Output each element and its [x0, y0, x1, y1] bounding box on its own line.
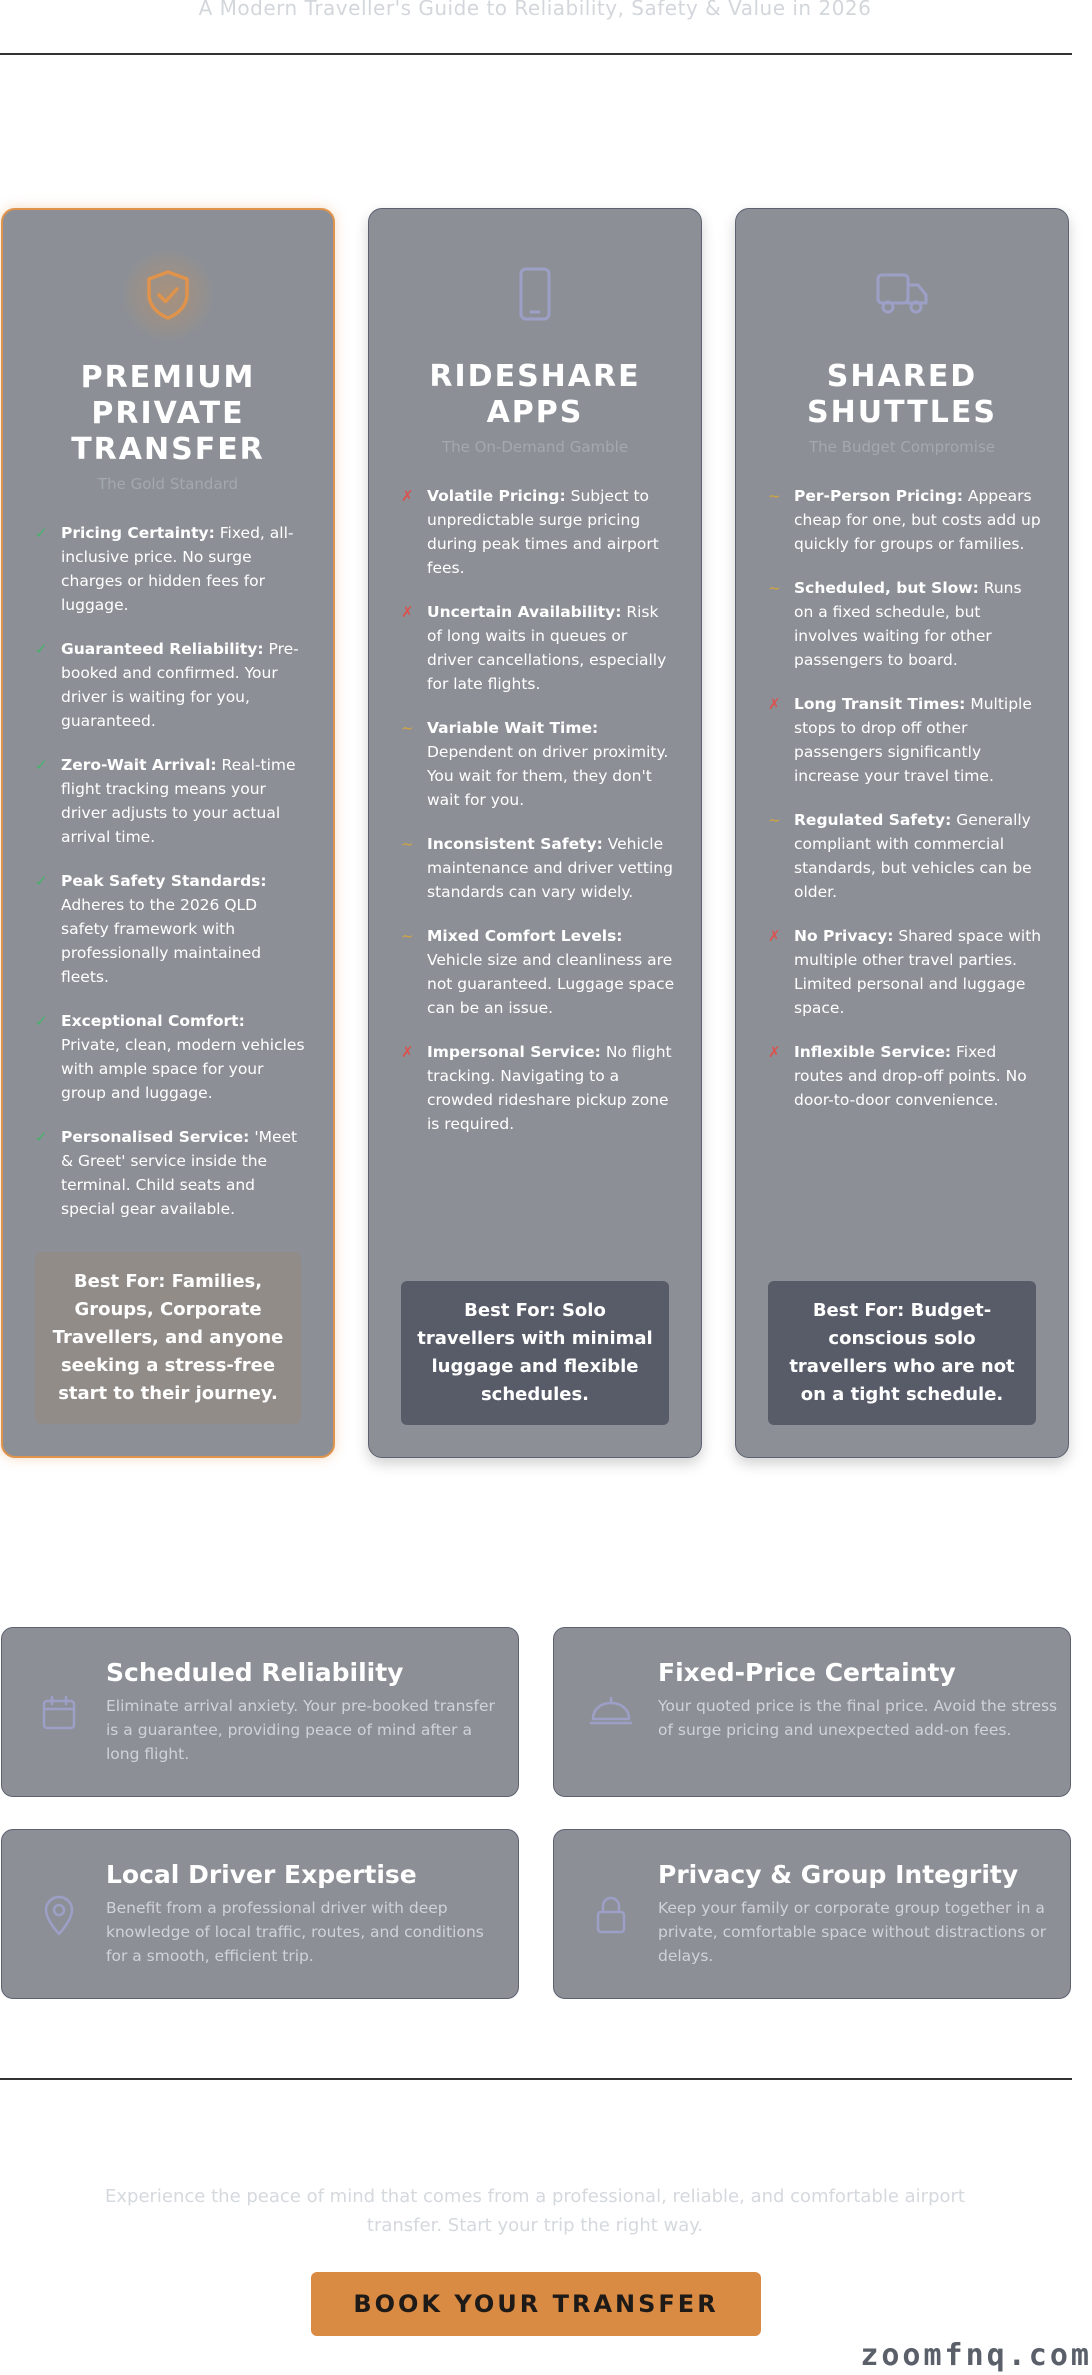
comparison-card-premium: [1, 208, 335, 1458]
feature-label: Mixed Comfort Levels:: [427, 927, 623, 945]
check-icon: ✓: [35, 640, 48, 658]
feature-item: [768, 808, 1042, 904]
feature-item: [401, 716, 675, 812]
best-for-box: Best For: Families, Groups, Corporate Travellers, and anyone seeking a stress-free start to their journey.: [35, 1252, 301, 1424]
feature-label: Pricing Certainty:: [61, 524, 215, 542]
cross-icon: ✗: [401, 487, 414, 505]
tilde-icon: ~: [401, 719, 414, 737]
benefit-description: Eliminate arrival anxiety. Your pre-booked transfer is a guarantee, providing peace of mind after a long flight.: [106, 1697, 495, 1763]
smartphone-icon: [490, 249, 580, 339]
feature-text: Risk of long waits in queues or driver cancellations, especially for late flights.: [427, 603, 667, 693]
check-icon: ✓: [35, 872, 48, 890]
benefit-title: Local Driver Expertise: [106, 1860, 417, 1889]
feature-item: [768, 1040, 1042, 1112]
card-subtitle: The Gold Standard: [97, 475, 239, 493]
benefit-card-reliability: [1, 1627, 519, 1797]
feature-text: Pre-booked and confirmed. Your driver is waiting for you, guaranteed.: [61, 640, 299, 730]
map-pin-icon: [32, 1888, 86, 1942]
feature-label: Peak Safety Standards:: [61, 872, 267, 890]
feature-text: 'Meet & Greet' service inside the terminal. Child seats and special gear available.: [61, 1128, 298, 1218]
card-title: PREMIUM PRIVATE TRANSFER: [71, 360, 265, 467]
feature-label: Impersonal Service:: [427, 1043, 601, 1061]
benefit-title: Fixed-Price Certainty: [658, 1658, 956, 1687]
benefit-card-fixed-price: [553, 1627, 1071, 1797]
feature-text: Vehicle size and cleanliness are not guaranteed. Luggage space can be an issue.: [427, 951, 675, 1017]
feature-label: Zero-Wait Arrival:: [61, 756, 217, 774]
best-for-box: Best For: Budget-conscious solo travellers who are not on a tight schedule.: [768, 1281, 1036, 1425]
feature-item: [768, 924, 1042, 1020]
feature-label: Long Transit Times:: [794, 695, 966, 713]
feature-item: [401, 1040, 675, 1136]
feature-label: Uncertain Availability:: [427, 603, 622, 621]
closing-text: Experience the peace of mind that comes from a professional, reliable, and comfortable airport transfer. Start your trip the right way.: [105, 2186, 965, 2236]
benefit-title: Scheduled Reliability: [106, 1658, 404, 1687]
feature-text: Subject to unpredictable surge pricing during peak times and airport fees.: [427, 487, 659, 577]
feature-label: Scheduled, but Slow:: [794, 579, 979, 597]
benefit-card-privacy: [553, 1829, 1071, 1999]
feature-text: Fixed, all-inclusive price. No surge charges or hidden fees for luggage.: [61, 524, 294, 614]
feature-item: [35, 869, 307, 989]
benefit-description: Benefit from a professional driver with deep knowledge of local traffic, routes, and conditions for a smooth, efficient trip.: [106, 1899, 484, 1965]
bottom-divider: [0, 2078, 1072, 2080]
cross-icon: ✗: [401, 1043, 414, 1061]
feature-item: [35, 1009, 307, 1105]
feature-text: Fixed routes and drop-off points. No door-to-door convenience.: [794, 1043, 1027, 1109]
card-subtitle: The Budget Compromise: [808, 438, 995, 456]
tilde-icon: ~: [401, 927, 414, 945]
check-icon: ✓: [35, 756, 48, 774]
feature-text: Vehicle maintenance and driver vetting standards can vary widely.: [427, 835, 673, 901]
comparison-card-shuttle: [735, 208, 1069, 1458]
top-divider: [0, 53, 1072, 55]
tilde-icon: ~: [768, 487, 781, 505]
comparison-card-rideshare: [368, 208, 702, 1458]
benefit-description: Your quoted price is the final price. Avoid the stress of surge pricing and unexpected add-on fees.: [658, 1697, 1058, 1739]
tilde-icon: ~: [401, 835, 414, 853]
feature-label: Inflexible Service:: [794, 1043, 952, 1061]
feature-label: Per-Person Pricing:: [794, 487, 963, 505]
card-subtitle: The On-Demand Gamble: [441, 438, 629, 456]
benefit-card-local-driver: [1, 1829, 519, 1999]
feature-text: Generally compliant with commercial standards, but vehicles can be older.: [794, 811, 1032, 901]
feature-text: Runs on a fixed schedule, but involves waiting for other passengers to board.: [794, 579, 1022, 669]
feature-text: Multiple stops to drop off other passengers significantly increase your travel time.: [794, 695, 1032, 785]
feature-item: [401, 600, 675, 696]
feature-item: [768, 692, 1042, 788]
feature-item: [401, 832, 675, 904]
cross-icon: ✗: [768, 695, 781, 713]
card-title: RIDESHARE APPS: [429, 359, 641, 430]
price-tag-icon: [584, 1686, 638, 1740]
benefit-description: Keep your family or corporate group together in a private, comfortable space without distractions or delays.: [658, 1899, 1047, 1965]
feature-list: [35, 521, 307, 1241]
tilde-icon: ~: [768, 579, 781, 597]
check-icon: ✓: [35, 1012, 48, 1030]
cross-icon: ✗: [768, 1043, 781, 1061]
feature-label: Personalised Service:: [61, 1128, 250, 1146]
lock-icon: [584, 1888, 638, 1942]
feature-item: [35, 1125, 307, 1221]
cross-icon: ✗: [768, 927, 781, 945]
feature-list: [401, 484, 675, 1156]
feature-text: Adheres to the 2026 QLD safety framework with professionally maintained fleets.: [61, 896, 262, 986]
feature-item: [35, 637, 307, 733]
feature-label: Guaranteed Reliability:: [61, 640, 264, 658]
feature-text: Dependent on driver proximity. You wait for them, they don't wait for you.: [427, 743, 669, 809]
feature-label: Regulated Safety:: [794, 811, 952, 829]
feature-label: Volatile Pricing:: [427, 487, 566, 505]
cross-icon: ✗: [401, 603, 414, 621]
best-for-box: Best For: Solo travellers with minimal luggage and flexible schedules.: [401, 1281, 669, 1425]
feature-item: [401, 484, 675, 580]
card-title: SHARED SHUTTLES: [807, 359, 997, 430]
feature-text: Private, clean, modern vehicles with ample space for your group and luggage.: [61, 1036, 305, 1102]
feature-label: No Privacy:: [794, 927, 894, 945]
feature-item: [768, 576, 1042, 672]
feature-label: Exceptional Comfort:: [61, 1012, 245, 1030]
feature-text: Real-time flight tracking means your driver adjusts to your actual arrival time.: [61, 756, 296, 846]
feature-list: [768, 484, 1042, 1132]
feature-label: Inconsistent Safety:: [427, 835, 603, 853]
feature-item: [768, 484, 1042, 556]
feature-text: No flight tracking. Navigating to a crowded rideshare pickup zone is required.: [427, 1043, 672, 1133]
book-transfer-button[interactable]: BOOK YOUR TRANSFER: [311, 2272, 761, 2336]
feature-item: [35, 753, 307, 849]
page-subtitle: A Modern Traveller's Guide to Reliability, Safety & Value in 2026: [198, 0, 872, 20]
shuttle-bus-icon: [857, 249, 947, 339]
brand-watermark: zoomfnq.com: [860, 2338, 1092, 2373]
feature-item: [35, 521, 307, 617]
feature-label: Variable Wait Time:: [427, 719, 599, 737]
feature-item: [401, 924, 675, 1020]
tilde-icon: ~: [768, 811, 781, 829]
feature-text: Appears cheap for one, but costs add up quickly for groups or families.: [794, 487, 1041, 553]
check-icon: ✓: [35, 524, 48, 542]
shield-check-icon: [123, 250, 213, 340]
benefit-title: Privacy & Group Integrity: [658, 1860, 1019, 1889]
check-icon: ✓: [35, 1128, 48, 1146]
feature-text: Shared space with multiple other travel parties. Limited personal and luggage space.: [794, 927, 1042, 1017]
calendar-icon: [32, 1686, 86, 1740]
